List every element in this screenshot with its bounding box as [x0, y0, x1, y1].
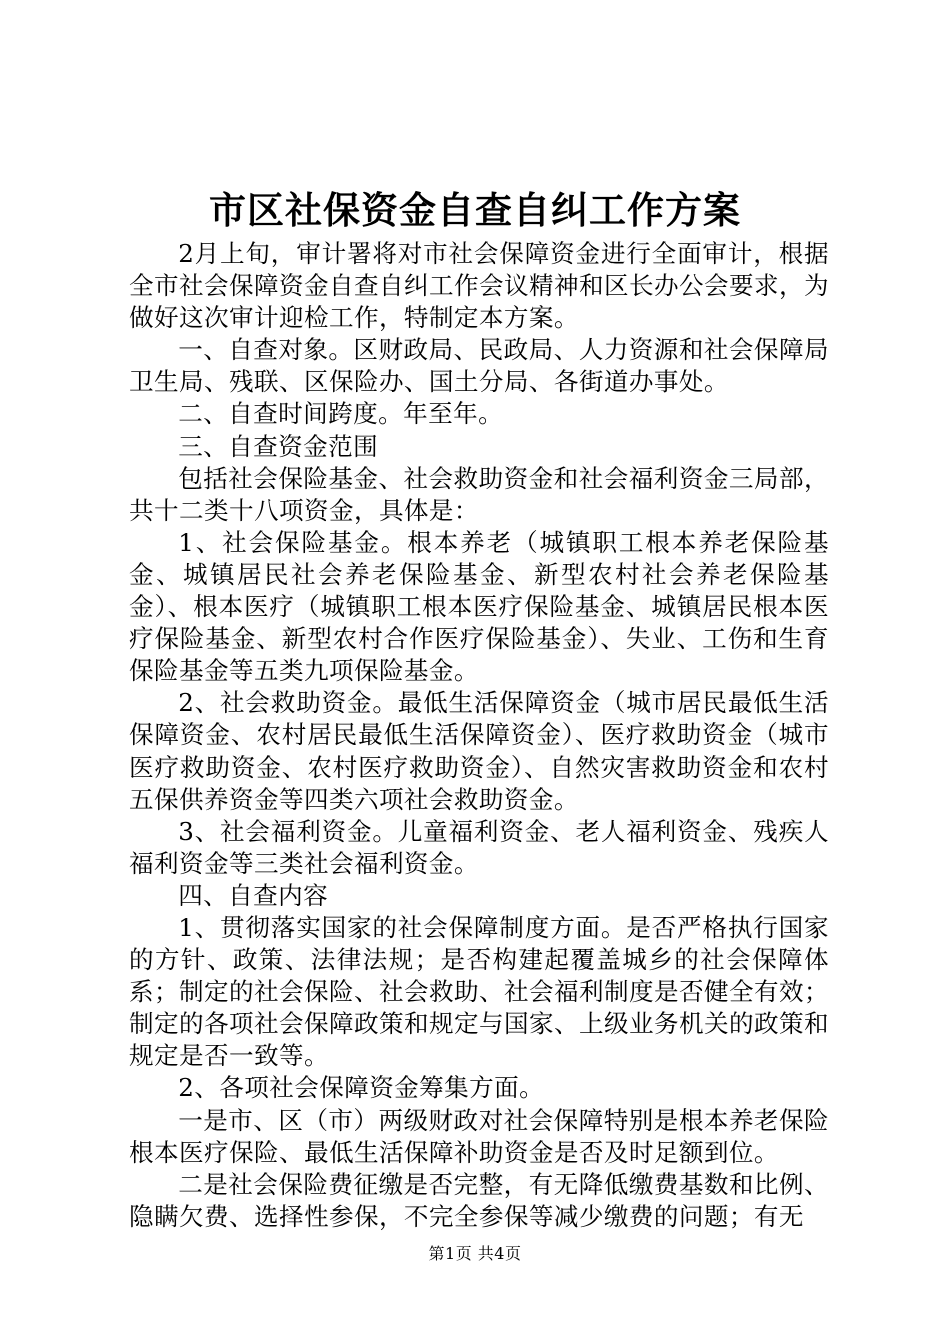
page-number-footer: 第1页 共4页 — [428, 1244, 522, 1263]
paragraph-scope-summary: 包括社会保险基金、社会救助资金和社会福利资金三局部，共十二类十八项资金，具体是： — [129, 463, 829, 525]
paragraph-scope-item-3: 3、社会福利资金。儿童福利资金、老人福利资金、残疾人福利资金等三类社会福利资金。 — [129, 816, 829, 878]
paragraph-section-3-heading: 三、自查资金范围 — [178, 431, 379, 461]
paragraph-scope-item-1: 1、社会保险基金。根本养老（城镇职工根本养老保险基金、城镇居民社会养老保险基金、新型农村社会养老保险基金）、根本医疗（城镇职工根本医疗保险基金、城镇居民根本医疗保险基金、新型农村合作医疗保险基金）、失业、工伤和生育保险基金等五类九项保险基金。 — [129, 527, 829, 686]
paragraph-content-item-2-point-1: 一是市、区（市）两级财政对社会保障特别是根本养老保险根本医疗保险、最低生活保障补助资金是否及时足额到位。 — [129, 1105, 829, 1167]
document-title: 市区社保资金自查自纠工作方案 — [209, 188, 741, 232]
paragraph-scope-item-2: 2、社会救助资金。最低生活保障资金（城市居民最低生活保障资金、农村居民最低生活保障资金）、医疗救助资金（城市医疗救助资金、农村医疗救助资金）、自然灾害救助资金和农村五保供养资金等四类六项社会救助资金。 — [129, 688, 829, 814]
paragraph-intro: 2月上旬，审计署将对市社会保障资金进行全面审计，根据全市社会保障资金自查自纠工作会议精神和区长办公会要求，为做好这次审计迎检工作，特制定本方案。 — [129, 239, 829, 333]
paragraph-section-1: 一、自查对象。区财政局、民政局、人力资源和社会保障局卫生局、残联、区保险办、国土分局、各街道办事处。 — [129, 335, 829, 397]
document-body — [129, 238, 829, 1233]
paragraph-content-item-2-point-2: 二是社会保险费征缴是否完整，有无降低缴费基数和比例、隐瞒欠费、选择性参保，不完全参保等减少缴费的问题；有无 — [129, 1169, 829, 1231]
paragraph-content-item-1: 1、贯彻落实国家的社会保障制度方面。是否严格执行国家的方针、政策、法律法规；是否构建起覆盖城乡的社会保障体系；制定的社会保险、社会救助、社会福利制度是否健全有效；制定的各项社会保障政策和规定与国家、上级业务机关的政策和规定是否一致等。 — [129, 912, 829, 1071]
paragraph-content-item-2: 2、各项社会保障资金筹集方面。 — [178, 1073, 545, 1103]
paragraph-section-4-heading: 四、自查内容 — [178, 880, 329, 910]
paragraph-section-2: 二、自查时间跨度。年至年。 — [178, 399, 504, 429]
